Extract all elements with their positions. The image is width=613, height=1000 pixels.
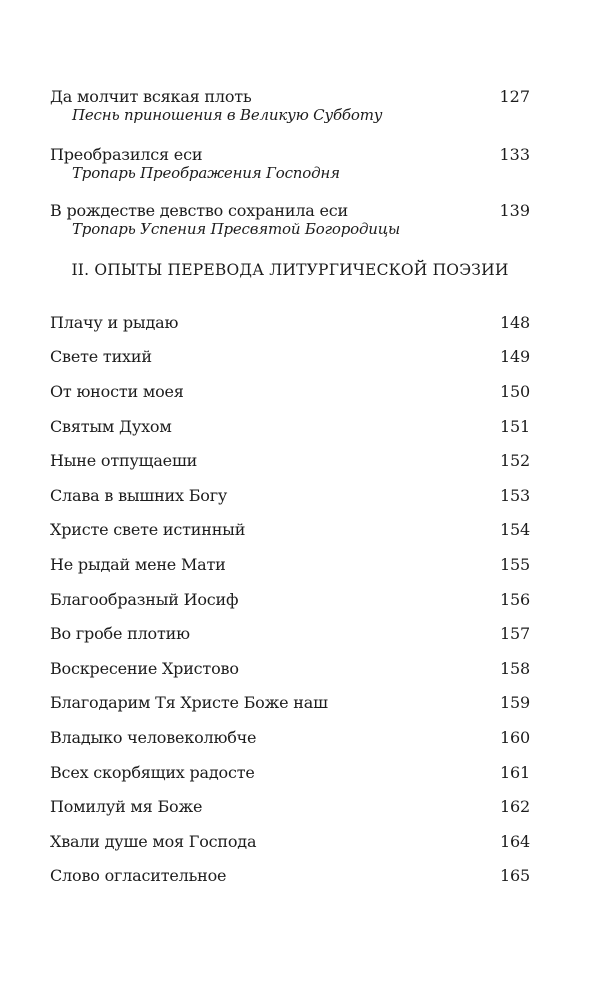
toc-item[interactable] — [50, 409, 530, 444]
toc-item-title: Плачу и рыдаю — [50, 312, 179, 332]
toc-item-title: Во гробе плотию — [50, 624, 190, 644]
toc-entry-subtitle: Песнь приношения в Великую Субботу — [72, 106, 383, 124]
toc-entry-subtitle: Тропарь Преображения Господня — [72, 164, 340, 182]
section-heading: II. ОПЫТЫ ПЕРЕВОДА ЛИТУРГИЧЕСКОЙ ПОЭЗИИ — [71, 261, 509, 279]
toc-item-page: 158 — [500, 658, 530, 678]
toc-item-title: Благодарим Тя Христе Боже наш — [50, 693, 328, 713]
toc-entry-subtitle: Тропарь Успения Пресвятой Богородицы — [72, 220, 401, 238]
toc-item[interactable] — [50, 374, 530, 409]
toc-item-title: Всех скорбящих радосте — [50, 762, 255, 782]
toc-item-title: Благообразный Иосиф — [50, 589, 239, 609]
toc-list — [50, 305, 530, 893]
toc-item-title: Воскресение Христово — [50, 658, 239, 678]
toc-entry-page: 139 — [499, 201, 530, 220]
toc-entry-title: Преобразился еси — [50, 145, 203, 164]
toc-item-page: 153 — [500, 485, 530, 505]
toc-item[interactable] — [50, 720, 530, 755]
toc-item-page: 148 — [500, 312, 530, 332]
toc-item-title: Не рыдай мене Мати — [50, 554, 226, 574]
toc-item[interactable] — [50, 547, 530, 582]
toc-item-title: Хвали душе моя Господа — [50, 831, 257, 851]
toc-item-page: 157 — [500, 624, 530, 644]
toc-item-title: Христе свете истинный — [50, 520, 246, 540]
toc-entry-page: 127 — [499, 87, 530, 106]
toc-item-page: 152 — [500, 451, 530, 471]
toc-item[interactable] — [50, 340, 530, 375]
toc-item-title: Святым Духом — [50, 416, 172, 436]
toc-item-page: 161 — [500, 762, 530, 782]
toc-entry-title: Да молчит всякая плоть — [50, 87, 252, 106]
toc-item[interactable] — [50, 651, 530, 686]
toc-item[interactable] — [50, 443, 530, 478]
toc-item[interactable] — [50, 824, 530, 859]
toc-item[interactable] — [50, 305, 530, 340]
toc-item-page: 164 — [500, 831, 530, 851]
toc-item-title: От юности моея — [50, 381, 184, 401]
toc-item-page: 162 — [500, 797, 530, 817]
toc-item-page: 149 — [500, 347, 530, 367]
toc-item[interactable] — [50, 513, 530, 548]
toc-item-title: Слава в вышних Богу — [50, 485, 228, 505]
toc-item[interactable] — [50, 755, 530, 790]
toc-item-page: 156 — [500, 589, 530, 609]
toc-item[interactable] — [50, 789, 530, 824]
toc-item[interactable] — [50, 582, 530, 617]
toc-item-page: 151 — [500, 416, 530, 436]
toc-item-page: 165 — [500, 866, 530, 886]
toc-item-title: Помилуй мя Боже — [50, 797, 203, 817]
toc-item-page: 154 — [500, 520, 530, 540]
toc-entry[interactable] — [50, 87, 530, 124]
toc-item-page: 159 — [500, 693, 530, 713]
toc-item[interactable] — [50, 478, 530, 513]
toc-item-page: 155 — [500, 554, 530, 574]
toc-entry-page: 133 — [499, 145, 530, 164]
toc-item[interactable] — [50, 616, 530, 651]
toc-entry-title: В рождестве девство сохранила еси — [50, 201, 349, 220]
toc-item-title: Слово огласительное — [50, 866, 227, 886]
toc-entry[interactable] — [50, 201, 530, 238]
toc-item[interactable] — [50, 859, 530, 894]
toc-item-page: 150 — [500, 381, 530, 401]
toc-item-page: 160 — [500, 727, 530, 747]
toc-item-title: Ныне отпущаеши — [50, 451, 198, 471]
toc-item-title: Свете тихий — [50, 347, 152, 367]
toc-item[interactable] — [50, 686, 530, 721]
toc-entry[interactable] — [50, 145, 530, 182]
toc-item-title: Владыко человеколюбче — [50, 727, 257, 747]
